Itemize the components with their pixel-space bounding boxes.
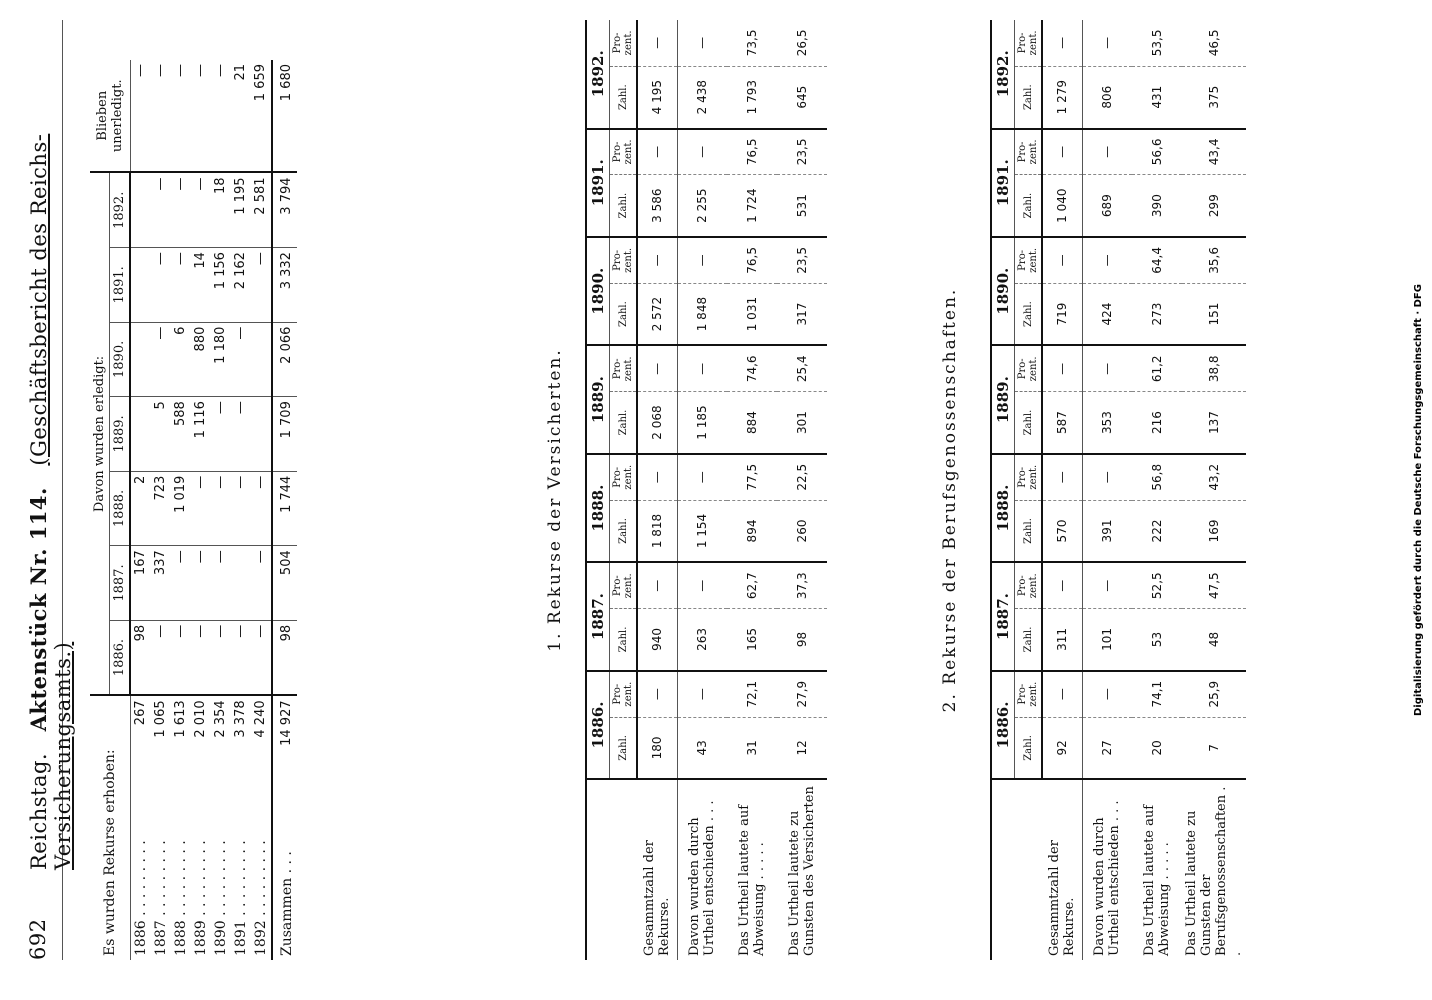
prozent-value: — <box>637 129 677 175</box>
cell-value: — <box>171 172 191 247</box>
prozent-value: 76,5 <box>727 129 777 175</box>
row-remaining: — <box>130 60 151 172</box>
year-header: 1890. <box>586 237 610 345</box>
prozent-value: — <box>1042 671 1082 717</box>
zahl-header: Zahl. <box>610 500 638 562</box>
prozent-value: — <box>677 345 727 391</box>
row-total: 267 <box>130 695 151 778</box>
sum-label: Zusammen . . . <box>272 778 297 960</box>
zahl-value: 12 <box>777 717 827 779</box>
zahl-value: 645 <box>777 66 827 128</box>
zahl-value: 98 <box>777 609 827 671</box>
prozent-header: Pro- zent. <box>610 345 638 391</box>
prozent-value: 25,4 <box>777 345 827 391</box>
row-label: 1889 . . . . . . . . . <box>192 840 209 956</box>
table-row <box>211 60 231 960</box>
zahl-value: 180 <box>637 717 677 779</box>
cell-value: — <box>191 172 211 247</box>
cell-value: — <box>151 620 171 695</box>
zahl-value: 3 586 <box>637 175 677 237</box>
cell-value: — <box>211 546 231 621</box>
cell-value: 18 <box>211 172 231 247</box>
prozent-value: — <box>637 454 677 500</box>
prozent-value: 22,5 <box>777 454 827 500</box>
sum-cell: 3 332 <box>272 248 297 323</box>
table-rekurse-versicherte <box>585 20 827 960</box>
prozent-value: 74,6 <box>727 345 777 391</box>
row-total: 4 240 <box>251 695 272 778</box>
zahl-value: 20 <box>1132 717 1182 779</box>
row-remaining: — <box>171 60 191 172</box>
table1-year: 1889. <box>110 397 131 472</box>
table-row <box>677 20 727 960</box>
header-blank <box>991 779 1042 960</box>
year-header: 1889. <box>586 345 610 453</box>
prozent-value: — <box>1042 562 1082 608</box>
prozent-value: 23,5 <box>777 237 827 283</box>
prozent-value: — <box>677 129 727 175</box>
cell-value: — <box>231 620 251 695</box>
row-label: 1892 . . . . . . . . . <box>252 840 269 956</box>
prozent-value: 72,1 <box>727 671 777 717</box>
zahl-value: 299 <box>1182 175 1246 237</box>
prozent-value: — <box>637 562 677 608</box>
prozent-header: Pro- zent. <box>610 237 638 283</box>
cell-value: — <box>211 471 231 546</box>
zahl-header: Zahl. <box>610 392 638 454</box>
zahl-value: 391 <box>1082 500 1132 562</box>
sum-cell: 3 794 <box>272 172 297 247</box>
prozent-header: Pro- zent. <box>1015 20 1043 66</box>
zahl-value: 137 <box>1182 392 1246 454</box>
header-title <box>26 20 75 870</box>
zahl-value: 260 <box>777 500 827 562</box>
table-row <box>1182 20 1246 960</box>
prozent-value: — <box>1082 237 1132 283</box>
year-header: 1886. <box>586 671 610 779</box>
cell-value <box>251 397 272 472</box>
prozent-value: 64,4 <box>1132 237 1182 283</box>
zahl-value: 1 724 <box>727 175 777 237</box>
zahl-value: 7 <box>1182 717 1246 779</box>
header-right: (Geschäftsbericht des Reichs-Versicherungsamts.) <box>27 133 75 870</box>
zahl-value: 1 031 <box>727 283 777 345</box>
cell-value: 723 <box>151 471 171 546</box>
prozent-header: Pro- zent. <box>1015 345 1043 391</box>
table-rekurse-berufsgenossenschaften <box>990 20 1246 960</box>
prozent-value: 37,3 <box>777 562 827 608</box>
cell-value: 2 <box>130 471 151 546</box>
zahl-value: 424 <box>1082 283 1132 345</box>
zahl-header: Zahl. <box>610 175 638 237</box>
table-row <box>1082 20 1132 960</box>
cell-value <box>130 172 151 247</box>
section-2-title: 2. Rekurse der Berufsgenossenschaften. <box>940 287 960 713</box>
zahl-value: 1 793 <box>727 66 777 128</box>
cell-value: 98 <box>130 620 151 695</box>
prozent-value: 74,1 <box>1132 671 1182 717</box>
cell-value: 1 180 <box>211 322 231 397</box>
zahl-header: Zahl. <box>1015 500 1043 562</box>
year-header: 1886. <box>991 671 1015 779</box>
prozent-value: 46,5 <box>1182 20 1246 66</box>
prozent-value: 77,5 <box>727 454 777 500</box>
prozent-header: Pro- zent. <box>610 129 638 175</box>
prozent-value: 35,6 <box>1182 237 1246 283</box>
prozent-header: Pro- zent. <box>1015 454 1043 500</box>
prozent-value: — <box>1082 345 1132 391</box>
prozent-header: Pro- zent. <box>610 671 638 717</box>
cell-value: — <box>171 620 191 695</box>
prozent-value: — <box>637 20 677 66</box>
table-row <box>171 60 191 960</box>
prozent-value: — <box>1042 20 1082 66</box>
zahl-header: Zahl. <box>1015 283 1043 345</box>
prozent-value: 26,5 <box>777 20 827 66</box>
prozent-header: Pro- zent. <box>610 454 638 500</box>
cell-value: — <box>211 620 231 695</box>
sum-cell: 2 066 <box>272 322 297 397</box>
row-remaining: — <box>211 60 231 172</box>
prozent-value: — <box>1042 129 1082 175</box>
prozent-value: — <box>677 454 727 500</box>
table1-year: 1892. <box>110 172 131 247</box>
prozent-header: Pro- zent. <box>1015 129 1043 175</box>
sidebar-strip <box>1405 0 1432 1000</box>
table1-year: 1891. <box>110 248 131 323</box>
zahl-value: 48 <box>1182 609 1246 671</box>
zahl-value: 92 <box>1042 717 1082 779</box>
table-row <box>151 60 171 960</box>
prozent-value: — <box>1082 454 1132 500</box>
zahl-value: 531 <box>777 175 827 237</box>
table-row <box>637 20 677 960</box>
zahl-value: 165 <box>727 609 777 671</box>
prozent-header: Pro- zent. <box>1015 671 1043 717</box>
cell-value <box>231 546 251 621</box>
year-header: 1890. <box>991 237 1015 345</box>
cell-value: 588 <box>171 397 191 472</box>
prozent-value: 62,7 <box>727 562 777 608</box>
header-row <box>991 20 1015 960</box>
zahl-value: 806 <box>1082 66 1132 128</box>
zahl-value: 353 <box>1082 392 1132 454</box>
sum-cell: 504 <box>272 546 297 621</box>
zahl-header: Zahl. <box>1015 175 1043 237</box>
zahl-value: 2 255 <box>677 175 727 237</box>
cell-value: 1 195 <box>231 172 251 247</box>
year-header: 1888. <box>586 454 610 562</box>
prozent-value: — <box>677 562 727 608</box>
table-row <box>191 60 211 960</box>
page-number: 692 <box>26 918 50 960</box>
prozent-value: 56,8 <box>1132 454 1182 500</box>
zahl-header: Zahl. <box>610 283 638 345</box>
prozent-value: 43,2 <box>1182 454 1246 500</box>
prozent-value: — <box>1042 345 1082 391</box>
cell-value <box>130 322 151 397</box>
cell-value: — <box>231 322 251 397</box>
row-remaining: — <box>151 60 171 172</box>
cell-value: 2 581 <box>251 172 272 247</box>
row-total: 2 010 <box>191 695 211 778</box>
row-remaining: — <box>191 60 211 172</box>
prozent-value: — <box>637 237 677 283</box>
zahl-value: 1 848 <box>677 283 727 345</box>
cell-value: 1 156 <box>211 248 231 323</box>
cell-value: 880 <box>191 322 211 397</box>
year-header: 1888. <box>991 454 1015 562</box>
zahl-value: 301 <box>777 392 827 454</box>
cell-value: — <box>191 471 211 546</box>
table1-year: 1887. <box>110 546 131 621</box>
year-header: 1889. <box>991 345 1015 453</box>
row-label: Das Urtheil lautete zu Gunsten der Berufsgenossenschaften . . <box>1184 786 1244 956</box>
zahl-header: Zahl. <box>610 66 638 128</box>
header-row <box>586 20 610 960</box>
zahl-value: 273 <box>1132 283 1182 345</box>
zahl-header: Zahl. <box>610 717 638 779</box>
zahl-value: 43 <box>677 717 727 779</box>
zahl-value: 27 <box>1082 717 1132 779</box>
prozent-value: 61,2 <box>1132 345 1182 391</box>
zahl-value: 4 195 <box>637 66 677 128</box>
prozent-value: 56,6 <box>1132 129 1182 175</box>
zahl-value: 884 <box>727 392 777 454</box>
table1-year: 1890. <box>110 322 131 397</box>
cell-value <box>130 248 151 323</box>
prozent-value: — <box>677 20 727 66</box>
prozent-value: 38,8 <box>1182 345 1246 391</box>
prozent-value: 27,9 <box>777 671 827 717</box>
table-row <box>1042 20 1082 960</box>
row-label: 1886 . . . . . . . . . <box>132 840 149 956</box>
row-label: 1891 . . . . . . . . . <box>232 840 249 956</box>
cell-value: — <box>151 172 171 247</box>
sum-row <box>272 60 297 960</box>
zahl-value: 31 <box>727 717 777 779</box>
sum-remaining: 1 680 <box>272 60 297 172</box>
cell-value: — <box>151 322 171 397</box>
table1-caption: Es wurden Rekurse erhoben: <box>90 695 130 960</box>
zahl-value: 1 279 <box>1042 66 1082 128</box>
row-label: 1887 . . . . . . . . . <box>152 840 169 956</box>
sum-cell: 1 709 <box>272 397 297 472</box>
row-remaining: 21 <box>231 60 251 172</box>
cell-value <box>130 397 151 472</box>
zahl-value: 222 <box>1132 500 1182 562</box>
cell-value: — <box>151 248 171 323</box>
zahl-header: Zahl. <box>1015 717 1043 779</box>
cell-value: 14 <box>191 248 211 323</box>
row-remaining: 1 659 <box>251 60 272 172</box>
cell-value: 5 <box>151 397 171 472</box>
row-label: Das Urtheil lautete auf Abweisung . . . . . <box>1142 804 1172 956</box>
table-row <box>251 60 272 960</box>
table1-year: 1888. <box>110 471 131 546</box>
zahl-value: 431 <box>1132 66 1182 128</box>
zahl-value: 940 <box>637 609 677 671</box>
prozent-value: — <box>1042 237 1082 283</box>
zahl-value: 587 <box>1042 392 1082 454</box>
zahl-value: 2 068 <box>637 392 677 454</box>
dfg-note: Digitalisierung gefördert durch die Deutsche Forschungsgemeinschaft · DFG <box>1413 284 1424 716</box>
sum-cell: 1 744 <box>272 471 297 546</box>
zahl-value: 689 <box>1082 175 1132 237</box>
prozent-header: Pro- zent. <box>610 20 638 66</box>
cell-value: 337 <box>151 546 171 621</box>
zahl-value: 2 572 <box>637 283 677 345</box>
zahl-value: 2 438 <box>677 66 727 128</box>
cell-value: — <box>231 471 251 546</box>
zahl-header: Zahl. <box>1015 609 1043 671</box>
prozent-value: — <box>637 345 677 391</box>
zahl-value: 719 <box>1042 283 1082 345</box>
prozent-value: — <box>1082 20 1132 66</box>
prozent-value: 23,5 <box>777 129 827 175</box>
zahl-value: 317 <box>777 283 827 345</box>
zahl-value: 375 <box>1182 66 1246 128</box>
cell-value <box>251 322 272 397</box>
zahl-value: 1 185 <box>677 392 727 454</box>
prozent-value: 53,5 <box>1132 20 1182 66</box>
prozent-header: Pro- zent. <box>1015 237 1043 283</box>
prozent-value: — <box>1082 671 1132 717</box>
zahl-value: 1 818 <box>637 500 677 562</box>
cell-value: 2 162 <box>231 248 251 323</box>
row-label: Das Urtheil lautete auf Abweisung . . . . . <box>737 804 767 956</box>
year-header: 1887. <box>991 562 1015 670</box>
row-label: Das Urtheil lautete zu Gunsten des Versicherten <box>787 786 817 956</box>
zahl-value: 894 <box>727 500 777 562</box>
header-middle: Aktenstück Nr. 114. <box>26 487 51 732</box>
prozent-value: 43,4 <box>1182 129 1246 175</box>
cell-value: — <box>251 620 272 695</box>
table-rekurse-erledigt <box>90 60 297 960</box>
prozent-value: — <box>677 237 727 283</box>
cell-value: 1 019 <box>171 471 191 546</box>
table-row <box>777 20 827 960</box>
zahl-value: 390 <box>1132 175 1182 237</box>
cell-value: 6 <box>171 322 191 397</box>
year-header: 1891. <box>991 129 1015 237</box>
cell-value: 167 <box>130 546 151 621</box>
zahl-value: 311 <box>1042 609 1082 671</box>
prozent-header: Pro- zent. <box>610 562 638 608</box>
year-header: 1887. <box>586 562 610 670</box>
year-header: 1891. <box>586 129 610 237</box>
row-label: Davon wurden durch Urtheil entschieden . . . <box>687 800 718 956</box>
zahl-value: 101 <box>1082 609 1132 671</box>
prozent-value: — <box>1042 454 1082 500</box>
zahl-header: Zahl. <box>1015 392 1043 454</box>
row-label: Davon wurden durch Urtheil entschieden . . . <box>1092 800 1123 956</box>
row-label: 1888 . . . . . . . . . <box>172 840 189 956</box>
sum-total: 14 927 <box>272 695 297 778</box>
table1-year: 1886. <box>110 620 131 695</box>
zahl-value: 1 040 <box>1042 175 1082 237</box>
row-label: Gesammtzahl der Rekurse. <box>1042 779 1082 960</box>
row-total: 2 354 <box>211 695 231 778</box>
cell-value: — <box>191 546 211 621</box>
zahl-header: Zahl. <box>610 609 638 671</box>
cell-value: — <box>251 248 272 323</box>
row-label: 1890 . . . . . . . . . <box>212 840 229 956</box>
prozent-value: — <box>637 671 677 717</box>
zahl-value: 570 <box>1042 500 1082 562</box>
cell-value: — <box>211 397 231 472</box>
prozent-value: — <box>1082 129 1132 175</box>
page-header <box>18 20 75 960</box>
prozent-header: Pro- zent. <box>1015 562 1043 608</box>
cell-value: — <box>191 620 211 695</box>
sum-cell: 98 <box>272 620 297 695</box>
cell-value: — <box>171 546 191 621</box>
table1-remaining-header: Blieben unerledigt. <box>90 60 130 172</box>
prozent-value: 73,5 <box>727 20 777 66</box>
zahl-value: 263 <box>677 609 727 671</box>
header-blank <box>586 779 637 960</box>
cell-value: — <box>231 397 251 472</box>
cell-value: 1 116 <box>191 397 211 472</box>
zahl-header: Zahl. <box>1015 66 1043 128</box>
zahl-value: 1 154 <box>677 500 727 562</box>
row-total: 3 378 <box>231 695 251 778</box>
table-row <box>231 60 251 960</box>
prozent-value: 47,5 <box>1182 562 1246 608</box>
row-total: 1 613 <box>171 695 191 778</box>
table-row <box>1132 20 1182 960</box>
header-left: Reichstag. <box>27 752 51 870</box>
zahl-value: 216 <box>1132 392 1182 454</box>
section-1-title: 1. Rekurse der Versicherten. <box>545 348 565 652</box>
cell-value: — <box>171 248 191 323</box>
prozent-value: 76,5 <box>727 237 777 283</box>
prozent-value: — <box>677 671 727 717</box>
table1-group-header: Davon wurden erledigt: <box>90 172 110 695</box>
cell-value: — <box>251 546 272 621</box>
prozent-value: 52,5 <box>1132 562 1182 608</box>
prozent-value: 25,9 <box>1182 671 1246 717</box>
year-header: 1892. <box>991 20 1015 129</box>
year-header: 1892. <box>586 20 610 129</box>
row-label: Gesammtzahl der Rekurse. <box>637 779 677 960</box>
zahl-value: 169 <box>1182 500 1246 562</box>
zahl-value: 151 <box>1182 283 1246 345</box>
table-row <box>130 60 151 960</box>
table-row <box>727 20 777 960</box>
zahl-value: 53 <box>1132 609 1182 671</box>
cell-value: — <box>251 471 272 546</box>
row-total: 1 065 <box>151 695 171 778</box>
prozent-value: — <box>1082 562 1132 608</box>
